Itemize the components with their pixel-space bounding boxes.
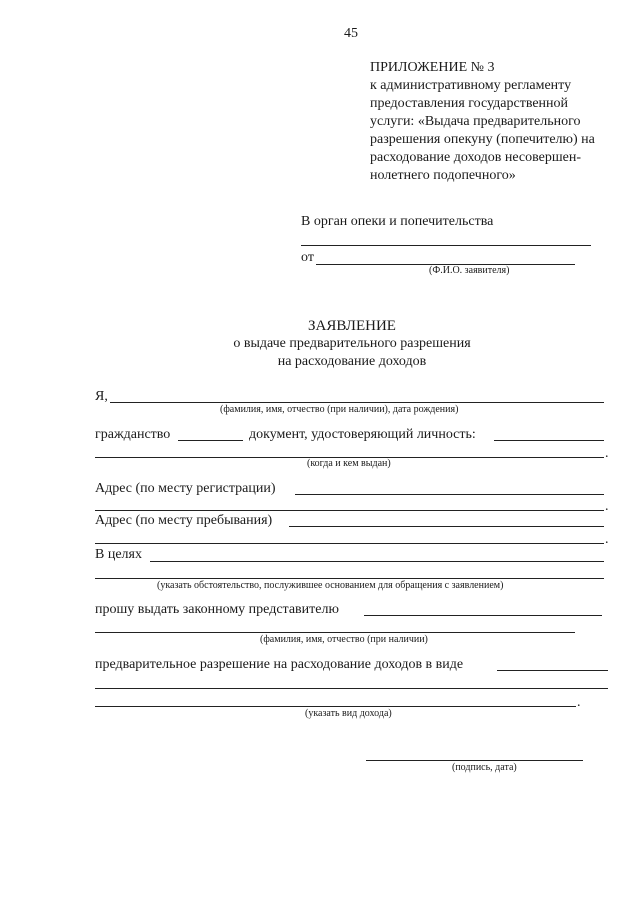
address-registration-line-2 — [95, 510, 604, 511]
period: . — [577, 695, 581, 710]
representative-line-2 — [95, 632, 575, 633]
addressee-to: В орган опеки и попечительства — [301, 214, 494, 229]
ya-label: Я, — [95, 389, 108, 404]
permission-label: предварительное разрешение на расходование доходов в виде — [95, 657, 464, 672]
document-title: ЗАЯВЛЕНИЕ — [308, 318, 396, 334]
document-line — [494, 440, 604, 441]
applicant-name-caption: (Ф.И.О. заявителя) — [429, 265, 510, 276]
citizenship-label: гражданство — [95, 427, 171, 442]
ya-line — [110, 402, 604, 403]
purpose-label: В целях — [95, 547, 142, 562]
request-label: прошу выдать законному представителю — [95, 602, 339, 617]
representative-line — [364, 615, 602, 616]
signature-line — [366, 760, 583, 761]
address-stay-label: Адрес (по месту пребывания) — [95, 513, 273, 528]
income-line — [497, 670, 608, 671]
purpose-line — [150, 561, 604, 562]
document-caption: (когда и кем выдан) — [307, 458, 391, 469]
document-subtitle-2: на расходование доходов — [277, 354, 427, 369]
addressee-from-label: от — [301, 250, 314, 265]
addressee-blank-line — [301, 245, 591, 246]
purpose-line-2 — [95, 578, 604, 579]
appendix-line: расходование доходов несовершен- — [370, 150, 581, 165]
income-line-2 — [95, 688, 608, 689]
address-registration-label: Адрес (по месту регистрации) — [95, 481, 276, 496]
appendix-title: ПРИЛОЖЕНИЕ № 3 — [370, 60, 495, 75]
document-subtitle-1: о выдаче предварительного разрешения — [233, 336, 471, 351]
address-stay-line-2 — [95, 543, 604, 544]
representative-caption: (фамилия, имя, отчество (при наличии) — [260, 634, 428, 645]
income-line-3 — [95, 706, 576, 707]
purpose-caption: (указать обстоятельство, послужившее основанием для обращения с заявлением) — [157, 580, 504, 591]
appendix-line: услуги: «Выдача предварительного — [370, 114, 581, 129]
document-label: документ, удостоверяющий личность: — [249, 427, 476, 442]
period: . — [605, 499, 609, 514]
address-registration-line — [295, 494, 604, 495]
appendix-line: нолетнего подопечного» — [370, 168, 516, 183]
appendix-line: к административному регламенту — [370, 78, 572, 93]
period: . — [605, 532, 609, 547]
period: . — [605, 446, 609, 461]
appendix-line: разрешения опекуну (попечителю) на — [370, 132, 595, 147]
appendix-line: предоставления государственной — [370, 96, 569, 111]
ya-caption: (фамилия, имя, отчество (при наличии), дата рождения) — [220, 404, 459, 415]
income-caption: (указать вид дохода) — [305, 708, 392, 719]
signature-caption: (подпись, дата) — [452, 762, 517, 773]
page-number: 45 — [344, 26, 358, 41]
address-stay-line — [289, 526, 604, 527]
citizenship-line — [178, 440, 243, 441]
